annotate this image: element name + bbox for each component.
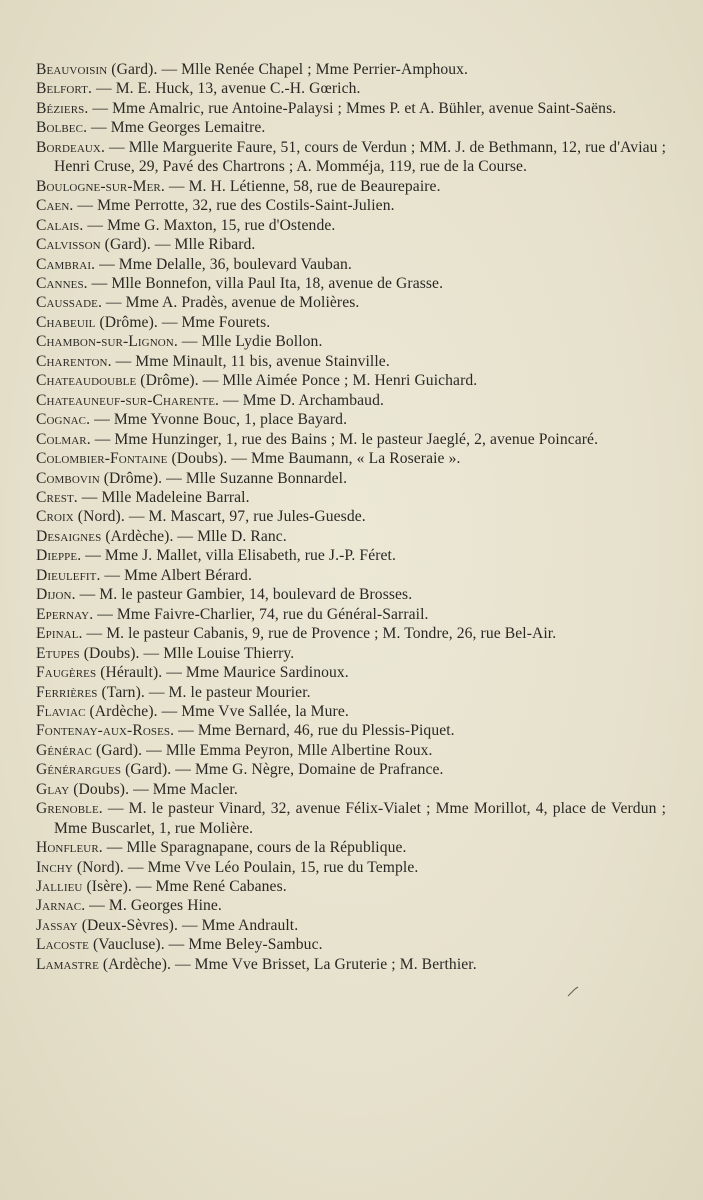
entry-city: Epernay <box>36 605 90 623</box>
entry-details: . — Mlle Marguerite Faure, 51, cours de Verdun ; MM. J. de Bethmann, 12, rue d'Aviau ; Henri Cruse, 29, Pavé des Chartrons ; A. Momméja, 119, rue de la Course. <box>54 138 666 176</box>
directory-entry <box>36 449 666 468</box>
entry-details: . — Mme Faivre-Charlier, 74, rue du Général-Sarrail. <box>89 605 429 623</box>
entry-details: . — M. le pasteur Cabanis, 9, rue de Provence ; M. Tondre, 26, rue Bel-Air. <box>78 625 557 643</box>
entry-details: . — Mme Hunzinger, 1, rue des Bains ; M. le pasteur Jaeglé, 2, avenue Poincaré. <box>86 430 599 448</box>
entry-details: . — Mme Delalle, 36, boulevard Vauban. <box>91 255 352 273</box>
entry-city: Chabeuil <box>36 313 96 331</box>
directory-entry <box>36 293 666 312</box>
entry-city: Bordeaux <box>36 138 101 156</box>
entry-city: Desaignes <box>36 527 102 545</box>
directory-entry <box>36 585 666 604</box>
entry-details: (Doubs). — Mlle Louise Thierry. <box>79 644 295 662</box>
entry-city: Jassay <box>36 916 78 934</box>
entry-city: Belfort <box>36 80 88 98</box>
entry-city: Inchy <box>36 858 73 876</box>
entry-city: Glay <box>36 780 70 798</box>
directory-entry <box>36 644 666 663</box>
directory-entry <box>36 118 666 137</box>
entry-city: Colombier-Fontaine <box>36 450 168 468</box>
directory-entry <box>36 352 666 371</box>
entry-details: . — Mme Amalric, rue Antoine-Palaysi ; Mmes P. et A. Bühler, avenue Saint-Saëns. <box>84 99 617 117</box>
directory-entry <box>36 488 666 507</box>
directory-entry <box>36 274 666 293</box>
entry-details: . — Mme A. Pradès, avenue de Molières. <box>97 294 360 312</box>
entry-details: (Drôme). — Mme Fourets. <box>95 313 271 331</box>
directory-entry <box>36 332 666 351</box>
directory-entry <box>36 410 666 429</box>
entry-details: . — M. le pasteur Vinard, 32, avenue Félix-Vialet ; Mme Morillot, 4, place de Verdun ; Mme Buscarlet, 1, rue Molière. <box>54 800 666 837</box>
entry-details: . — Mme Yvonne Bouc, 1, place Bayard. <box>86 411 348 429</box>
entry-city: Caen <box>36 197 70 215</box>
directory-entry <box>36 896 666 915</box>
entry-city: Croix <box>36 508 74 526</box>
directory-entry <box>36 683 666 702</box>
directory-entry <box>36 916 666 935</box>
directory-entry <box>36 546 666 565</box>
directory-entry <box>36 313 666 332</box>
entry-city: Dieulefit <box>36 566 97 584</box>
entry-city: Ferrières <box>36 683 98 701</box>
directory-entry <box>36 741 666 760</box>
directory-entry <box>36 760 666 779</box>
entry-details: (Drôme). — Mlle Aimée Ponce ; M. Henri Guichard. <box>136 372 478 390</box>
entry-details: (Gard). — Mme G. Nègre, Domaine de Prafrance. <box>121 761 444 779</box>
entry-details: (Nord). — M. Mascart, 97, rue Jules-Guesde. <box>73 508 366 526</box>
entry-city: Crest <box>36 488 74 506</box>
entry-city: Bolbec <box>36 119 84 137</box>
entry-city: Flaviac <box>36 702 86 720</box>
directory-entry <box>36 216 666 235</box>
entry-city: Grenoble <box>36 800 99 818</box>
entry-city: Béziers <box>36 99 85 117</box>
entry-details: (Nord). — Mme Vve Léo Poulain, 15, rue du Temple. <box>72 858 419 876</box>
entry-details: (Gard). — Mlle Renée Chapel ; Mme Perrier-Amphoux. <box>107 61 469 78</box>
directory-entry <box>36 624 666 643</box>
entry-details: . — Mme D. Archambaud. <box>215 391 384 409</box>
entry-details: (Doubs). — Mme Baumann, « La Roseraie ». <box>167 450 461 468</box>
directory-entry <box>36 430 666 449</box>
directory-entry <box>36 177 666 196</box>
entry-city: Jallieu <box>36 878 83 896</box>
entry-city: Cognac <box>36 411 87 429</box>
entry-details: (Tarn). — M. le pasteur Mourier. <box>97 683 311 701</box>
entry-details: . — Mme Albert Bérard. <box>96 566 252 584</box>
directory-entry <box>36 566 666 585</box>
directory-list <box>36 60 666 974</box>
entry-city: Cambrai <box>36 255 92 273</box>
directory-entry <box>36 371 666 390</box>
entry-city: Etupes <box>36 644 80 662</box>
entry-city: Charenton <box>36 352 108 370</box>
entry-city: Boulogne-sur-Mer <box>36 177 161 195</box>
entry-details: (Gard). — Mlle Ribard. <box>100 236 256 254</box>
entry-details: . — Mme J. Mallet, villa Elisabeth, rue J.-P. Féret. <box>77 547 396 565</box>
entry-details: . — M. le pasteur Gambier, 14, boulevard de Brosses. <box>71 586 413 604</box>
directory-entry <box>36 838 666 857</box>
entry-details: (Vaucluse). — Mme Beley-Sambuc. <box>89 936 323 954</box>
entry-city: Générac <box>36 741 92 759</box>
entry-city: Calvisson <box>36 236 101 254</box>
entry-city: Honfleur <box>36 839 99 857</box>
entry-city: Générargues <box>36 761 122 779</box>
entry-details: (Ardèche). — Mme Vve Brisset, La Gruterie ; M. Berthier. <box>98 955 477 973</box>
entry-city: Epinal <box>36 625 79 643</box>
entry-city: Dijon <box>36 586 72 604</box>
entry-city: Colmar <box>36 430 87 448</box>
entry-city: Caussade <box>36 294 98 312</box>
directory-entry <box>36 79 666 98</box>
entry-details: . — Mlle Bonnefon, villa Paul Ita, 18, avenue de Grasse. <box>83 274 444 292</box>
entry-details: . — Mme Georges Lemaitre. <box>83 119 266 137</box>
entry-city: Lacoste <box>36 936 90 954</box>
entry-city: Jarnac <box>36 897 82 915</box>
entry-details: (Drôme). — Mlle Suzanne Bonnardel. <box>99 469 348 487</box>
entry-city: Chambon-sur-Lignon <box>36 333 174 351</box>
entry-city: Chateauneuf-sur-Charente <box>36 391 216 409</box>
entry-details: . — Mlle Lydie Bollon. <box>173 333 323 351</box>
entry-details: . — M. E. Huck, 13, avenue C.-H. Gœrich. <box>88 80 361 98</box>
entry-details: (Deux-Sèvres). — Mme Andrault. <box>77 916 299 934</box>
directory-entry <box>36 527 666 546</box>
entry-details: . — Mme Minault, 11 bis, avenue Stainville. <box>107 352 390 370</box>
entry-details: . — Mme Bernard, 46, rue du Plessis-Piquet. <box>170 722 455 740</box>
entry-city: Lamastre <box>36 955 99 973</box>
entry-details: . — M. Georges Hine. <box>81 897 222 915</box>
directory-entry <box>36 255 666 274</box>
directory-entry <box>36 780 666 799</box>
entry-details: (Ardèche). — Mlle D. Ranc. <box>101 527 287 545</box>
entry-details: . — M. H. Létienne, 58, rue de Beaurepaire. <box>160 177 441 195</box>
directory-entry <box>36 721 666 740</box>
entry-details: . — Mme Perrotte, 32, rue des Costils-Saint-Julien. <box>69 197 395 215</box>
directory-entry <box>36 391 666 410</box>
directory-entry <box>36 858 666 877</box>
entry-city: Beauvoisin <box>36 61 108 78</box>
directory-entry <box>36 507 666 526</box>
entry-city: Combovin <box>36 469 100 487</box>
entry-city: Fontenay-aux-Roses <box>36 722 171 740</box>
entry-details: (Hérault). — Mme Maurice Sardinoux. <box>96 664 349 682</box>
directory-entry <box>36 702 666 721</box>
directory-entry <box>36 605 666 624</box>
directory-entry <box>36 60 666 79</box>
entry-details: . — Mlle Madeleine Barral. <box>73 488 250 506</box>
directory-entry <box>36 99 666 118</box>
entry-city: Dieppe <box>36 547 78 565</box>
directory-entry <box>36 663 666 682</box>
directory-entry <box>36 235 666 254</box>
directory-entry <box>36 799 666 838</box>
directory-entry <box>36 196 666 215</box>
entry-city: Cannes <box>36 274 84 292</box>
ink-mark <box>566 984 580 998</box>
entry-details: . — Mlle Sparagnapane, cours de la République. <box>98 839 407 857</box>
directory-entry <box>36 955 666 974</box>
entry-details: (Ardèche). — Mme Vve Sallée, la Mure. <box>85 702 349 720</box>
directory-entry <box>36 935 666 954</box>
directory-entry <box>36 877 666 896</box>
directory-entry <box>36 138 666 177</box>
directory-entry <box>36 469 666 488</box>
entry-city: Chateaudouble <box>36 372 137 390</box>
entry-details: (Isère). — Mme René Cabanes. <box>82 878 287 896</box>
entry-details: (Gard). — Mlle Emma Peyron, Mlle Albertine Roux. <box>91 741 433 759</box>
entry-details: . — Mme G. Maxton, 15, rue d'Ostende. <box>79 216 336 234</box>
entry-details: (Doubs). — Mme Macler. <box>69 780 238 798</box>
entry-city: Faugères <box>36 664 97 682</box>
entry-city: Calais <box>36 216 80 234</box>
